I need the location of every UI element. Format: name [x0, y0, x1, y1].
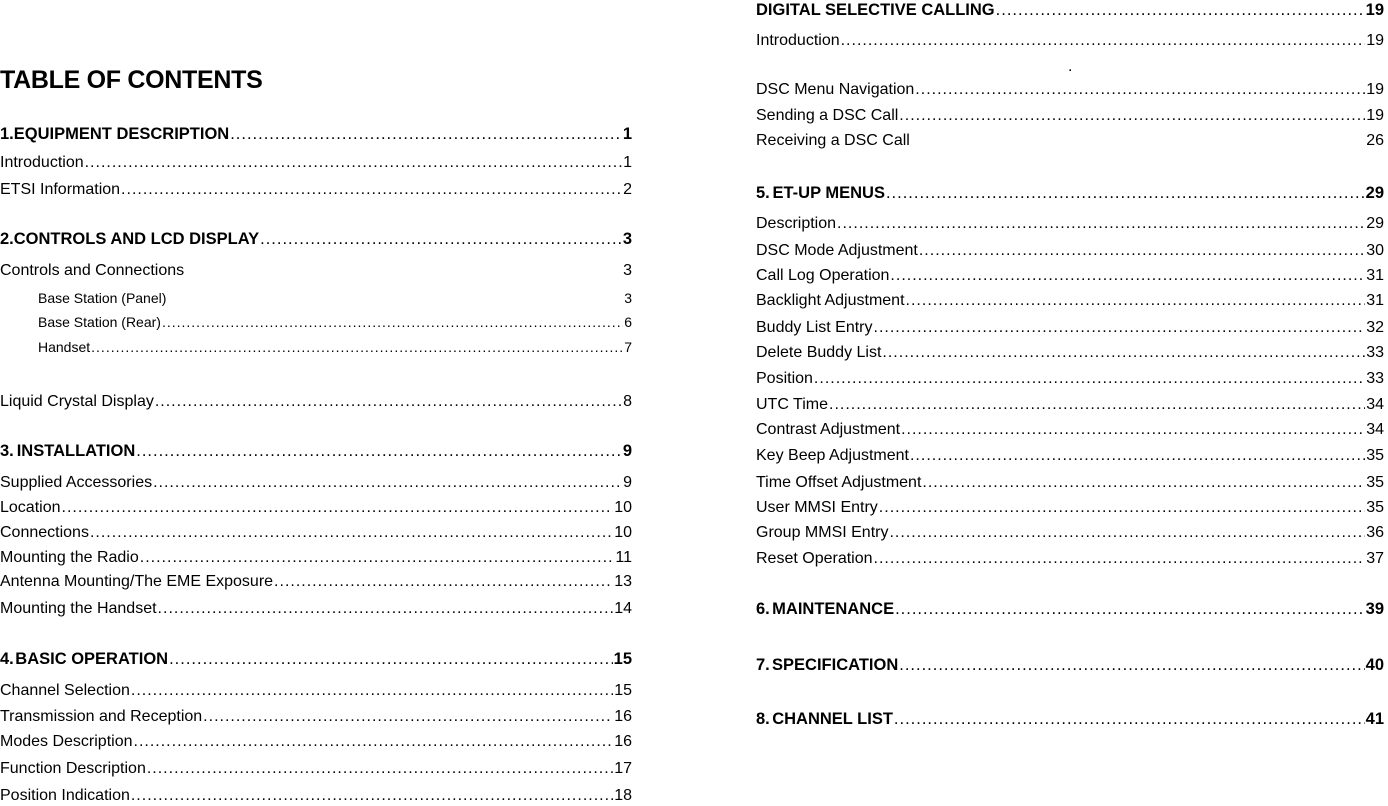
toc-entry-row: [756, 318, 1384, 338]
toc-entry-label: Base Station (Rear): [38, 314, 161, 330]
toc-entry-label: INSTALLATION: [16, 442, 136, 460]
toc-entry-row: [0, 759, 632, 779]
toc-dot-leader: [62, 498, 614, 518]
toc-entry-row: [0, 261, 632, 281]
toc-chapter-number: 7.: [756, 656, 770, 674]
toc-entry-label: MAINTENANCE: [772, 600, 895, 618]
toc-page-number: 16: [614, 733, 632, 750]
toc-entry-label: Reset Operation: [756, 550, 873, 567]
toc-dot-leader: [906, 291, 1366, 311]
toc-dot-leader: [203, 707, 613, 727]
toc-entry-row: [756, 241, 1384, 261]
toc-entry-label: DSC Menu Navigation: [756, 81, 915, 98]
toc-entry-label: Position Indication: [0, 787, 130, 804]
toc-entry-label: Key Beep Adjustment: [756, 447, 909, 464]
toc-entry-label: DIGITAL SELECTIVE CALLING: [756, 1, 995, 19]
toc-entry-label: Group MMSI Entry: [756, 524, 889, 541]
toc-entry-label: User MMSI Entry: [756, 499, 878, 516]
toc-entry-label: Transmission and Reception: [0, 708, 203, 725]
toc-entry-row: [756, 420, 1384, 440]
toc-page-number: 19: [1365, 1, 1384, 19]
toc-dot-leader: [886, 183, 1365, 203]
toc-page-number: 2: [623, 181, 632, 198]
toc-entry-label: ET-UP MENUS: [772, 184, 885, 202]
toc-page-number: 1: [623, 154, 632, 171]
toc-dot-leader: [901, 420, 1365, 440]
toc-entry-row: [0, 498, 632, 518]
toc-dot-leader: [260, 229, 622, 249]
toc-chapter-number: 6.: [756, 600, 770, 618]
toc-dot-leader: [841, 31, 1366, 51]
toc-page-number: 39: [1365, 600, 1384, 618]
toc-entry-label: Time Offset Adjustment: [756, 474, 922, 491]
toc-entry-label: Liquid Crystal Display: [0, 393, 154, 410]
toc-dot-leader: [890, 266, 1365, 286]
toc-dot-leader: [874, 318, 1366, 338]
toc-dot-leader: [134, 732, 614, 752]
toc-dot-leader: [899, 106, 1365, 126]
toc-entry-row: [0, 180, 632, 200]
toc-entry-label: Channel Selection: [0, 682, 130, 699]
toc-dot-leader: [922, 473, 1365, 493]
toc-page-number: 10: [614, 499, 632, 516]
toc-page-number: 34: [1366, 421, 1384, 438]
toc-entry-label: EQUIPMENT DESCRIPTION: [13, 125, 230, 143]
toc-dot-leader: [131, 681, 613, 701]
toc-entry-row: [0, 473, 632, 493]
toc-dot-leader: [230, 124, 622, 144]
toc-dot-leader: [85, 153, 622, 173]
toc-page-number: 33: [1366, 370, 1384, 387]
toc-entry-label: Location: [0, 499, 61, 516]
toc-entry-label: Sending a DSC Call: [756, 107, 899, 124]
toc-chapter-number: 5.: [756, 184, 770, 202]
toc-entry-row: [0, 572, 632, 592]
toc-entry-row: [0, 153, 632, 173]
toc-entry-row: [756, 214, 1384, 234]
toc-page-number: 36: [1366, 524, 1384, 541]
toc-dot-leader: [147, 759, 613, 779]
toc-entry-row: [0, 523, 632, 543]
toc-entry-label: Delete Buddy List: [756, 344, 882, 361]
toc-dot-leader: [155, 392, 622, 412]
toc-dot-leader: [162, 312, 623, 332]
toc-entry-label: BASIC OPERATION: [15, 650, 169, 668]
toc-entry-label: Position: [756, 370, 813, 387]
toc-entry-label: Controls and Connections: [0, 262, 185, 279]
page-title: TABLE OF CONTENTS: [0, 66, 263, 94]
toc-entry-row: [756, 131, 1384, 151]
toc-entry-row: [0, 548, 632, 568]
toc-dot-leader: [996, 0, 1365, 20]
toc-entry-label: Modes Description: [0, 733, 133, 750]
toc-dot-leader: [136, 441, 622, 461]
toc-page-number: 9: [622, 442, 632, 460]
toc-entry-label: Buddy List Entry: [756, 319, 873, 336]
toc-page-number: 15: [614, 682, 632, 699]
toc-dot-leader: [915, 80, 1365, 100]
toc-subentry-row: [38, 337, 632, 357]
toc-entry-label: Backlight Adjustment: [756, 292, 905, 309]
toc-page-number: 40: [1365, 656, 1384, 674]
toc-dot-leader: [121, 180, 622, 200]
toc-page-number: 32: [1366, 319, 1384, 336]
toc-chapter-row: [0, 649, 632, 669]
toc-entry-label: Mounting the Handset: [0, 600, 157, 617]
toc-chapter-row: [756, 655, 1384, 675]
toc-page-number: 11: [615, 549, 632, 566]
toc-dot-leader: [889, 523, 1365, 543]
toc-entry-label: Introduction: [0, 154, 84, 171]
toc-chapter-number: 8.: [756, 710, 770, 728]
toc-page-number: 8: [623, 393, 632, 410]
toc-page-number: 1: [622, 125, 632, 143]
toc-page-number: 33: [1366, 344, 1384, 361]
toc-page-number: 29: [1365, 184, 1384, 202]
toc-dot-leader: [169, 649, 613, 669]
toc-entry-label: Base Station (Panel): [38, 290, 167, 306]
toc-chapter-row: [0, 124, 632, 144]
toc-entry-label: Handset: [38, 339, 91, 355]
toc-entry-row: [756, 473, 1384, 493]
toc-page-number: 35: [1366, 499, 1384, 516]
toc-entry-label: CHANNEL LIST: [772, 710, 893, 728]
toc-page-number: 34: [1366, 396, 1384, 413]
toc-entry-row: [756, 266, 1384, 286]
toc-entry-row: [756, 343, 1384, 363]
toc-chapter-number: 4.: [0, 650, 14, 668]
toc-entry-row: [0, 786, 632, 806]
toc-page-number: 6: [624, 314, 632, 330]
toc-page-number: 14: [614, 600, 632, 617]
toc-page-number: 30: [1366, 242, 1384, 259]
toc-dot-leader: [919, 241, 1365, 261]
toc-dot-leader: [814, 369, 1365, 389]
toc-entry-row: [756, 31, 1384, 51]
toc-page-number: 3: [622, 230, 632, 248]
toc-entry-row: [0, 392, 632, 412]
toc-chapter-row: [0, 441, 632, 461]
toc-entry-row: [0, 681, 632, 701]
toc-entry-label: SPECIFICATION: [772, 656, 899, 674]
toc-dot-leader: [90, 523, 613, 543]
toc-entry-row: [0, 707, 632, 727]
toc-entry-label: Function Description: [0, 760, 146, 777]
toc-entry-label: Supplied Accessories: [0, 474, 153, 491]
toc-dot-leader: [153, 473, 622, 493]
toc-subentry-row: [38, 312, 632, 332]
toc-entry-label: CONTROLS AND LCD DISPLAY: [13, 230, 260, 248]
toc-page-number: 3: [624, 290, 632, 306]
toc-entry-label: ETSI Information: [0, 181, 121, 198]
toc-page-number: 17: [614, 760, 632, 777]
toc-page-number: 29: [1366, 215, 1384, 232]
toc-dot-leader: [829, 395, 1365, 415]
toc-page-number: 19: [1366, 107, 1384, 124]
toc-entry-row: [0, 599, 632, 619]
toc-page-number: 18: [614, 787, 632, 804]
toc-chapter-row: [756, 709, 1384, 729]
toc-page-number: 31: [1366, 267, 1384, 284]
toc-entry-label: UTC Time: [756, 396, 828, 413]
toc-entry-row: [756, 446, 1384, 466]
toc-entry-row: [0, 732, 632, 752]
toc-entry-label: Contrast Adjustment: [756, 421, 901, 438]
toc-page-number: 15: [613, 650, 632, 668]
toc-page-number: 19: [1366, 81, 1384, 98]
toc-dot-leader: [899, 655, 1364, 675]
toc-page-number: 35: [1366, 447, 1384, 464]
toc-chapter-row: [756, 0, 1384, 20]
toc-entry-label: Introduction: [756, 32, 840, 49]
toc-dot-leader: [874, 549, 1366, 569]
toc-chapter-number: 1.: [0, 125, 14, 143]
toc-entry-label: Call Log Operation: [756, 267, 890, 284]
toc-page-number: 31: [1366, 292, 1384, 309]
toc-chapter-row: [756, 599, 1384, 619]
toc-entry-row: [756, 395, 1384, 415]
toc-subentry-row: [38, 288, 632, 308]
toc-dot-leader: [910, 446, 1365, 466]
toc-page-number: 9: [623, 474, 632, 491]
toc-entry-row: [756, 106, 1384, 126]
toc-entry-label: Receiving a DSC Call: [756, 132, 910, 149]
toc-page-number: 13: [614, 573, 632, 590]
toc-entry-row: [756, 80, 1384, 100]
toc-page-number: 16: [614, 708, 632, 725]
toc-dot-leader: [879, 498, 1365, 518]
toc-chapter-number: 3.: [0, 442, 14, 460]
toc-page-number: 7: [624, 339, 632, 355]
toc-dot-leader: [274, 572, 613, 592]
toc-page-number: 41: [1365, 710, 1384, 728]
toc-entry-row: [756, 369, 1384, 389]
toc-entry-label: Description: [756, 215, 837, 232]
toc-dot-leader: [91, 337, 623, 357]
toc-entry-label: Mounting the Radio: [0, 549, 139, 566]
toc-dot-leader: [895, 599, 1365, 619]
toc-dot-leader: [894, 709, 1365, 729]
toc-page-number: 26: [1366, 132, 1384, 149]
toc-dot-leader: [140, 548, 615, 568]
toc-page-number: 10: [614, 524, 632, 541]
toc-dot-leader: [131, 786, 613, 806]
toc-entry-row: [756, 498, 1384, 518]
toc-page-number: 35: [1366, 474, 1384, 491]
toc-entry-label: DSC Mode Adjustment: [756, 242, 918, 259]
toc-page-number: 37: [1366, 550, 1384, 567]
toc-entry-label: Connections: [0, 524, 89, 541]
toc-chapter-row: [0, 229, 632, 249]
toc-entry-label: Antenna Mounting/The EME Exposure: [0, 573, 274, 590]
toc-dot-leader: [158, 599, 614, 619]
toc-entry-row: [756, 523, 1384, 543]
toc-dot-leader: [837, 214, 1365, 234]
toc-dot-leader: [882, 343, 1365, 363]
toc-chapter-number: 2.: [0, 230, 14, 248]
toc-page-number: 19: [1366, 32, 1384, 49]
toc-page-number: 3: [623, 262, 632, 279]
stray-mark: .: [1068, 58, 1073, 75]
toc-entry-row: [756, 291, 1384, 311]
toc-entry-row: [756, 549, 1384, 569]
toc-chapter-row: [756, 183, 1384, 203]
